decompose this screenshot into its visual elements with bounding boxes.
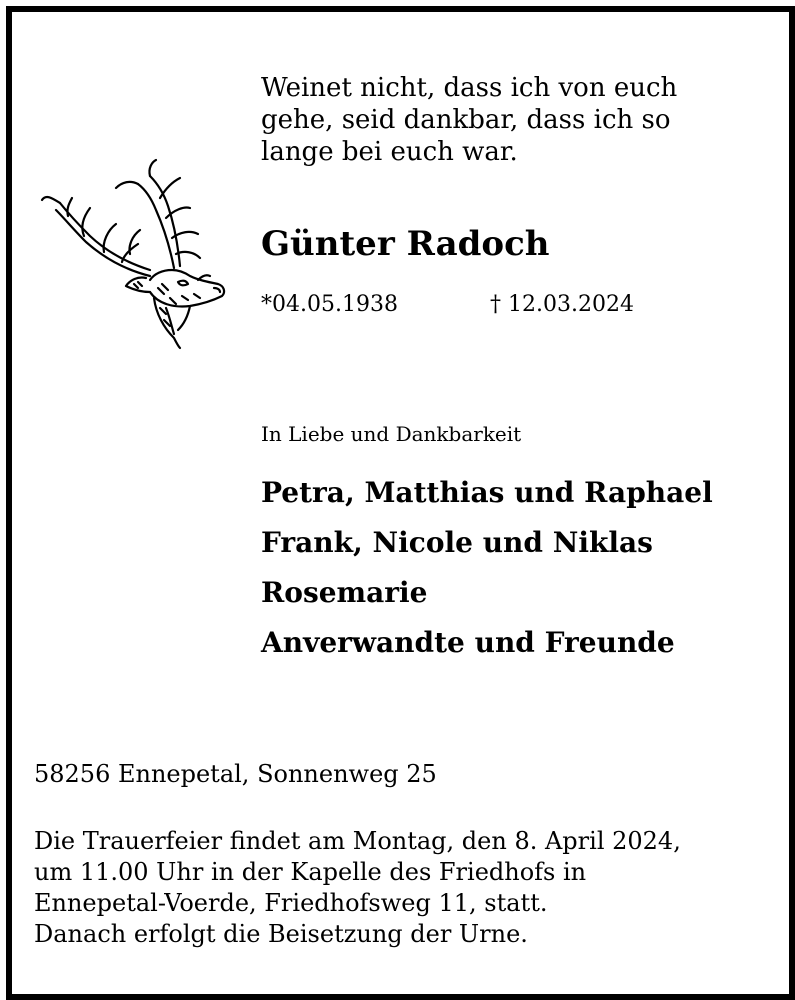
mourner-name: Frank, Nicole und Niklas — [261, 526, 653, 559]
quote-line: Weinet nicht, dass ich von euch — [261, 73, 678, 103]
birth-date: *04.05.1938 — [261, 292, 398, 317]
deceased-name: Günter Radoch — [261, 224, 550, 264]
death-date: † 12.03.2024 — [490, 292, 634, 317]
quote-line: gehe, seid dankbar, dass ich so — [261, 105, 671, 135]
notice-line: Die Trauerfeier findet am Montag, den 8. April 2024, — [34, 827, 681, 855]
stag-head-icon — [38, 158, 228, 350]
notice-line: Danach erfolgt die Beisetzung der Urne. — [34, 920, 528, 948]
mourners-intro: In Liebe und Dankbarkeit — [261, 422, 522, 446]
mourner-name: Anverwandte und Freunde — [261, 626, 675, 659]
mourner-name: Rosemarie — [261, 576, 428, 609]
quote-line: lange bei euch war. — [261, 137, 518, 167]
notice-line: um 11.00 Uhr in der Kapelle des Friedhofs in — [34, 858, 587, 886]
funeral-notice — [34, 826, 681, 950]
address: 58256 Ennepetal, Sonnenweg 25 — [34, 760, 437, 788]
mourners-list — [261, 468, 713, 668]
notice-line: Ennepetal-Voerde, Friedhofsweg 11, statt. — [34, 889, 548, 917]
mourner-name: Petra, Matthias und Raphael — [261, 476, 713, 509]
quote — [261, 72, 761, 168]
